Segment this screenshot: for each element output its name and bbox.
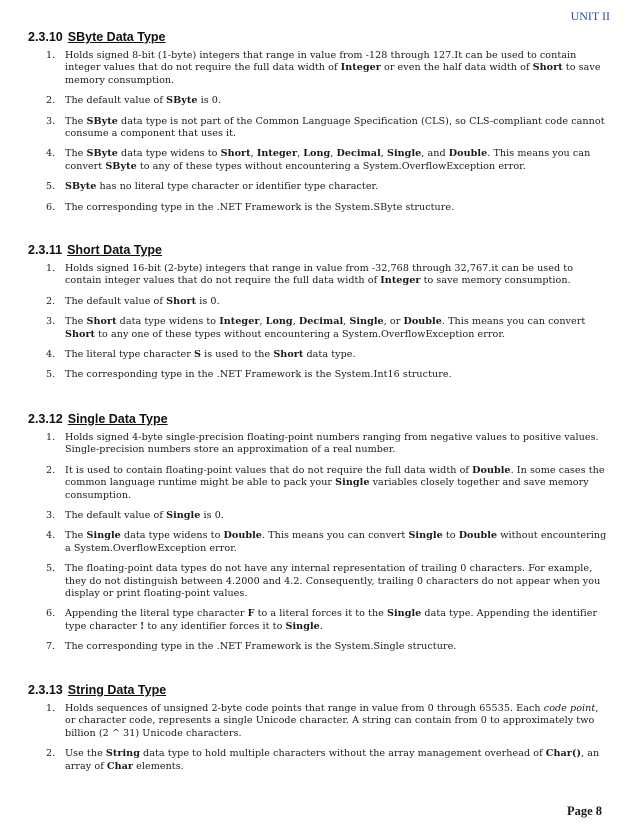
text-run: SByte [86,148,118,160]
text-run: F [247,608,255,620]
text-run: Integer [380,275,421,287]
text-run: The [65,530,87,542]
list-item [28,465,608,502]
section-single [28,412,608,662]
text-run: It is used to contain floating-point values that do not require the full data width of [65,464,473,476]
text-run: , [259,316,266,328]
text-run: is used to the [201,349,274,361]
list-item [28,641,608,653]
text-run: , [292,316,299,328]
text-run: Integer [340,62,381,74]
text-run: has no literal type character or identifier type character. [96,181,379,193]
text-run: SByte [86,115,118,127]
item-list [28,703,608,773]
text-run: Single [349,316,384,328]
text-run: , [343,316,350,328]
text-run: . This means you can convert [65,148,591,172]
text-run: SByte [166,95,198,107]
list-item [28,748,608,773]
text-run: The floating-point data types do not have any internal representation of trailing 0 characters. For example, they do not distinguish between 4.2000 and 4.2. Consequently, trailing 0 characters do not appear when you display or print floating-point values. [65,563,601,600]
text-run: Integer [256,148,298,160]
list-item [28,703,608,740]
text-run: . This means you can convert [261,530,409,542]
list-item [28,316,608,341]
text-run: The default value of [65,295,167,307]
item-list [28,50,608,214]
text-run: Holds sequences of unsigned 2-byte code points that range in value from 0 through 65535. Each [65,703,544,714]
text-run: . This means you can convert [441,316,586,328]
text-run: The [65,148,87,160]
text-run: Long [303,148,331,160]
item-list [28,432,608,654]
section-heading: 2.3.10 SByte Data Type [28,30,166,44]
list-item [28,95,608,107]
text-run: The literal type character [65,349,195,361]
text-run: data type to hold multiple characters without the array management overhead of [139,748,546,760]
text-run: . In some cases the common language runtime might be able to pack your [65,464,605,489]
text-run: Double [472,464,511,476]
text-run: , an array of [65,748,600,772]
text-run: Holds signed 4-byte single-precision floating-point numbers ranging from negative values to positive values. Single-precision numbers store an approximation of a real number. [65,432,599,456]
text-run: Single [166,510,201,522]
list-item-number: 3. [46,510,56,522]
list-item [28,263,608,288]
text-run: Single [387,608,422,620]
list-item [28,432,608,457]
text-run: variables closely together and save memory consumption. [65,477,589,501]
text-run: Short [166,295,197,307]
list-item [28,510,608,522]
text-run: The default value of [65,510,167,522]
section-heading: 2.3.13 String Data Type [28,683,167,697]
list-item [28,369,608,381]
text-run: is 0. [197,95,222,107]
text-run: code point [543,703,596,714]
text-run: . [319,620,323,632]
list-item-number: 1. [46,703,56,714]
text-run: to any identifier forces it to [144,620,286,632]
text-run: Short [220,148,251,160]
list-item-number: 4. [46,148,56,160]
text-run: to [442,530,459,542]
text-run: Holds signed 8-bit (1-byte) integers that range in value from -128 through 127.It can be used to contain integer values that do not require the full data width of [65,50,577,74]
list-item-number: 5. [46,181,56,193]
text-run: Single [285,620,320,632]
header-unit-label: UNIT II [570,9,610,23]
list-item-number: 1. [46,50,56,61]
text-run: ! [140,620,145,632]
section-heading: 2.3.11 Short Data Type [28,243,162,257]
text-run: Single [386,148,422,160]
list-item-number: 2. [46,295,56,307]
list-item-number: 3. [46,115,56,127]
section-short [28,243,608,390]
text-run: The default value of [65,95,167,107]
page-number: Page 8 [566,804,602,818]
text-run: to save memory consumption. [65,62,601,86]
list-item-number: 2. [46,95,56,107]
text-run: Double [223,530,262,542]
text-run: , or [383,316,404,328]
text-run: to any of these types without encountering a System.OverflowException error. [136,160,526,172]
text-run: The corresponding type in the .NET Framework is the System.Single structure. [65,641,457,653]
list-item [28,116,608,141]
list-item [28,202,608,214]
list-item-number: 6. [46,608,56,620]
text-run: Short [273,349,304,361]
list-item-number: 3. [46,316,56,328]
list-item [28,563,608,600]
text-run: Long [265,316,293,328]
text-run: , and [421,148,449,160]
list-item [28,50,608,87]
list-item-number: 7. [46,641,56,653]
list-item [28,349,608,361]
text-run: Single [408,530,443,542]
section-string [28,683,608,781]
text-run: without encountering a System.OverflowException error. [65,530,607,554]
text-run: Char() [545,748,582,760]
list-item-number: 4. [46,530,56,542]
text-run: , [250,148,257,160]
text-run: Short [86,316,117,328]
text-run: is 0. [200,510,224,522]
item-list [28,263,608,382]
text-run: Decimal [336,148,381,160]
text-run: , or character code, represents a single Unicode character. A string can contain from 0 to approximately two billion (2 ^ 31) Unicode characters. [65,703,599,739]
text-run: The corresponding type in the .NET Framework is the System.Int16 structure. [65,369,452,381]
text-run: data type. [303,349,356,361]
list-item-number: 4. [46,349,56,361]
text-run: String [105,748,140,760]
text-run: Decimal [298,316,344,328]
text-run: , [330,148,337,160]
text-run: , [380,148,387,160]
text-run: Double [448,148,488,160]
text-run: to save memory consumption. [420,275,571,287]
text-run: Char [106,760,134,772]
text-run: to a literal forces it to the [254,608,387,620]
text-run: Single [86,530,121,542]
list-item [28,608,608,633]
text-run: data type widens to [116,316,220,328]
text-run: Double [458,530,498,542]
text-run: The [65,316,87,328]
text-run: Short [65,328,96,340]
text-run: data type widens to [117,148,221,160]
text-run: SByte [105,160,137,172]
list-item [28,148,608,173]
text-run: , [297,148,304,160]
text-run: is 0. [196,295,220,307]
text-run: The corresponding type in the .NET Framework is the System.SByte structure. [65,201,455,213]
text-run: Integer [219,316,260,328]
text-run: elements. [133,760,184,772]
text-run: The [65,115,87,127]
text-run: data type is not part of the Common Language Specification (CLS), so CLS-compliant code cannot consume a component that uses it. [65,115,605,140]
text-run: data type. Appending the identifier type character [65,608,598,632]
list-item-number: 2. [46,464,56,476]
text-run: or even the half data width of [380,62,533,74]
section-heading: 2.3.12 Single Data Type [28,412,168,426]
section-sbyte [28,30,608,222]
text-run: SByte [65,181,97,193]
text-run: Double [403,316,442,328]
list-item-number: 1. [46,263,56,274]
list-item-number: 2. [46,748,56,760]
text-run: Short [532,62,563,74]
text-run: Holds signed 16-bit (2-byte) integers that range in value from -32,768 through 32,767.it can be used to contain integer values that do not require the full data width of [65,263,574,287]
text-run: Use the [65,748,106,760]
list-item-number: 5. [46,563,56,575]
list-item [28,296,608,308]
list-item-number: 5. [46,369,56,381]
list-item [28,181,608,193]
list-item-number: 1. [46,432,56,443]
text-run: S [194,349,201,361]
list-item [28,530,608,555]
text-run: to any one of these types without encountering a System.OverflowException error. [95,328,506,340]
text-run: data type widens to [120,530,224,542]
text-run: Appending the literal type character [65,608,248,620]
text-run: Single [335,477,370,489]
list-item-number: 6. [46,201,56,213]
